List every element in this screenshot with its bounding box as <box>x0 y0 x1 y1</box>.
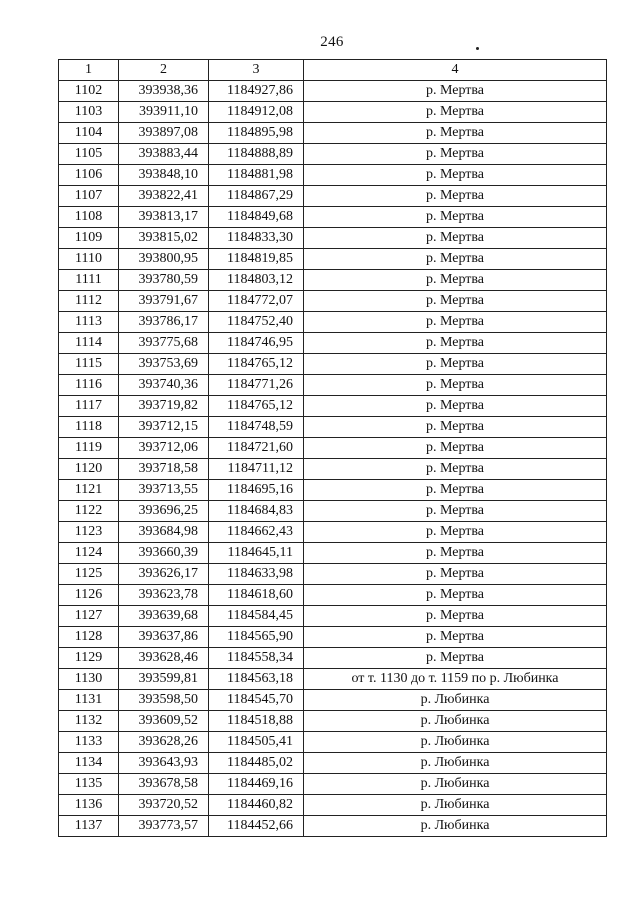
y-coordinate-cell: 1184803,12 <box>209 270 304 291</box>
description-cell: р. Мертва <box>304 585 607 606</box>
table-row <box>59 354 607 375</box>
point-number-cell: 1127 <box>59 606 119 627</box>
description-cell: р. Мертва <box>304 186 607 207</box>
y-coordinate-cell: 1184695,16 <box>209 480 304 501</box>
point-number-cell: 1131 <box>59 690 119 711</box>
description-cell: р. Мертва <box>304 480 607 501</box>
description-cell: р. Мертва <box>304 123 607 144</box>
point-number-cell: 1121 <box>59 480 119 501</box>
table-row <box>59 333 607 354</box>
table-row <box>59 732 607 753</box>
table-row <box>59 753 607 774</box>
y-coordinate-cell: 1184563,18 <box>209 669 304 690</box>
y-coordinate-cell: 1184452,66 <box>209 816 304 837</box>
table-row <box>59 795 607 816</box>
description-cell: р. Мертва <box>304 333 607 354</box>
point-number-cell: 1135 <box>59 774 119 795</box>
x-coordinate-cell: 393609,52 <box>119 711 209 732</box>
x-coordinate-cell: 393637,86 <box>119 627 209 648</box>
table-row <box>59 459 607 480</box>
y-coordinate-cell: 1184912,08 <box>209 102 304 123</box>
x-coordinate-cell: 393780,59 <box>119 270 209 291</box>
x-coordinate-cell: 393740,36 <box>119 375 209 396</box>
description-cell: р. Мертва <box>304 417 607 438</box>
y-coordinate-cell: 1184772,07 <box>209 291 304 312</box>
point-number-cell: 1119 <box>59 438 119 459</box>
y-coordinate-cell: 1184584,45 <box>209 606 304 627</box>
table-row <box>59 648 607 669</box>
y-coordinate-cell: 1184881,98 <box>209 165 304 186</box>
point-number-cell: 1128 <box>59 627 119 648</box>
x-coordinate-cell: 393718,58 <box>119 459 209 480</box>
table-row <box>59 102 607 123</box>
point-number-cell: 1123 <box>59 522 119 543</box>
description-cell: р. Мертва <box>304 543 607 564</box>
description-cell: от т. 1130 до т. 1159 по р. Любинка <box>304 669 607 690</box>
table-row <box>59 564 607 585</box>
header-description: 4 <box>304 60 607 81</box>
point-number-cell: 1114 <box>59 333 119 354</box>
description-cell: р. Мертва <box>304 354 607 375</box>
y-coordinate-cell: 1184505,41 <box>209 732 304 753</box>
x-coordinate-cell: 393713,55 <box>119 480 209 501</box>
point-number-cell: 1107 <box>59 186 119 207</box>
point-number-cell: 1110 <box>59 249 119 270</box>
x-coordinate-cell: 393815,02 <box>119 228 209 249</box>
y-coordinate-cell: 1184645,11 <box>209 543 304 564</box>
table-row <box>59 207 607 228</box>
scan-dot-mark <box>476 47 479 50</box>
y-coordinate-cell: 1184752,40 <box>209 312 304 333</box>
x-coordinate-cell: 393822,41 <box>119 186 209 207</box>
y-coordinate-cell: 1184771,26 <box>209 375 304 396</box>
y-coordinate-cell: 1184888,89 <box>209 144 304 165</box>
x-coordinate-cell: 393786,17 <box>119 312 209 333</box>
description-cell: р. Мертва <box>304 144 607 165</box>
y-coordinate-cell: 1184833,30 <box>209 228 304 249</box>
description-cell: р. Мертва <box>304 312 607 333</box>
point-number-cell: 1133 <box>59 732 119 753</box>
point-number-cell: 1134 <box>59 753 119 774</box>
x-coordinate-cell: 393897,08 <box>119 123 209 144</box>
point-number-cell: 1102 <box>59 81 119 102</box>
x-coordinate-cell: 393720,52 <box>119 795 209 816</box>
description-cell: р. Мертва <box>304 249 607 270</box>
point-number-cell: 1103 <box>59 102 119 123</box>
y-coordinate-cell: 1184565,90 <box>209 627 304 648</box>
point-number-cell: 1117 <box>59 396 119 417</box>
point-number-cell: 1106 <box>59 165 119 186</box>
point-number-cell: 1124 <box>59 543 119 564</box>
point-number-cell: 1126 <box>59 585 119 606</box>
x-coordinate-cell: 393598,50 <box>119 690 209 711</box>
y-coordinate-cell: 1184765,12 <box>209 396 304 417</box>
x-coordinate-cell: 393712,15 <box>119 417 209 438</box>
x-coordinate-cell: 393643,93 <box>119 753 209 774</box>
page-number: 246 <box>320 34 344 50</box>
description-cell: р. Любинка <box>304 753 607 774</box>
header-point-number: 1 <box>59 60 119 81</box>
description-cell: р. Мертва <box>304 228 607 249</box>
y-coordinate-cell: 1184895,98 <box>209 123 304 144</box>
x-coordinate-cell: 393848,10 <box>119 165 209 186</box>
point-number-cell: 1118 <box>59 417 119 438</box>
description-cell: р. Любинка <box>304 774 607 795</box>
table-row <box>59 774 607 795</box>
table-row <box>59 543 607 564</box>
x-coordinate-cell: 393773,57 <box>119 816 209 837</box>
description-cell: р. Мертва <box>304 375 607 396</box>
table-row <box>59 522 607 543</box>
description-cell: р. Мертва <box>304 459 607 480</box>
table-row <box>59 249 607 270</box>
table-row <box>59 165 607 186</box>
point-number-cell: 1116 <box>59 375 119 396</box>
y-coordinate-cell: 1184684,83 <box>209 501 304 522</box>
table-row <box>59 186 607 207</box>
point-number-cell: 1108 <box>59 207 119 228</box>
x-coordinate-cell: 393696,25 <box>119 501 209 522</box>
description-cell: р. Мертва <box>304 270 607 291</box>
point-number-cell: 1136 <box>59 795 119 816</box>
table-row <box>59 375 607 396</box>
point-number-cell: 1125 <box>59 564 119 585</box>
coordinates-table <box>58 59 607 837</box>
description-cell: р. Мертва <box>304 648 607 669</box>
table-row <box>59 228 607 249</box>
table-row <box>59 270 607 291</box>
x-coordinate-cell: 393813,17 <box>119 207 209 228</box>
y-coordinate-cell: 1184819,85 <box>209 249 304 270</box>
table-row <box>59 291 607 312</box>
x-coordinate-cell: 393712,06 <box>119 438 209 459</box>
y-coordinate-cell: 1184711,12 <box>209 459 304 480</box>
x-coordinate-cell: 393639,68 <box>119 606 209 627</box>
table-row <box>59 711 607 732</box>
x-coordinate-cell: 393678,58 <box>119 774 209 795</box>
table-row <box>59 606 607 627</box>
x-coordinate-cell: 393684,98 <box>119 522 209 543</box>
table-row <box>59 501 607 522</box>
x-coordinate-cell: 393800,95 <box>119 249 209 270</box>
point-number-cell: 1104 <box>59 123 119 144</box>
table-row <box>59 123 607 144</box>
table-row <box>59 627 607 648</box>
description-cell: р. Любинка <box>304 795 607 816</box>
description-cell: р. Мертва <box>304 207 607 228</box>
y-coordinate-cell: 1184746,95 <box>209 333 304 354</box>
description-cell: р. Мертва <box>304 606 607 627</box>
point-number-cell: 1132 <box>59 711 119 732</box>
point-number-cell: 1109 <box>59 228 119 249</box>
header-row <box>59 60 607 81</box>
table-row <box>59 669 607 690</box>
point-number-cell: 1113 <box>59 312 119 333</box>
table-body <box>59 81 607 837</box>
y-coordinate-cell: 1184460,82 <box>209 795 304 816</box>
x-coordinate-cell: 393626,17 <box>119 564 209 585</box>
y-coordinate-cell: 1184633,98 <box>209 564 304 585</box>
description-cell: р. Любинка <box>304 711 607 732</box>
table-row <box>59 438 607 459</box>
x-coordinate-cell: 393660,39 <box>119 543 209 564</box>
x-coordinate-cell: 393775,68 <box>119 333 209 354</box>
x-coordinate-cell: 393623,78 <box>119 585 209 606</box>
description-cell: р. Мертва <box>304 522 607 543</box>
y-coordinate-cell: 1184618,60 <box>209 585 304 606</box>
description-cell: р. Мертва <box>304 501 607 522</box>
y-coordinate-cell: 1184545,70 <box>209 690 304 711</box>
point-number-cell: 1129 <box>59 648 119 669</box>
table-row <box>59 81 607 102</box>
y-coordinate-cell: 1184662,43 <box>209 522 304 543</box>
table-row <box>59 816 607 837</box>
description-cell: р. Мертва <box>304 438 607 459</box>
y-coordinate-cell: 1184927,86 <box>209 81 304 102</box>
description-cell: р. Мертва <box>304 81 607 102</box>
description-cell: р. Мертва <box>304 564 607 585</box>
description-cell: р. Мертва <box>304 102 607 123</box>
x-coordinate-cell: 393628,26 <box>119 732 209 753</box>
x-coordinate-cell: 393883,44 <box>119 144 209 165</box>
point-number-cell: 1111 <box>59 270 119 291</box>
point-number-cell: 1137 <box>59 816 119 837</box>
y-coordinate-cell: 1184558,34 <box>209 648 304 669</box>
table-row <box>59 312 607 333</box>
description-cell: р. Мертва <box>304 291 607 312</box>
y-coordinate-cell: 1184849,68 <box>209 207 304 228</box>
point-number-cell: 1122 <box>59 501 119 522</box>
x-coordinate-cell: 393719,82 <box>119 396 209 417</box>
y-coordinate-cell: 1184867,29 <box>209 186 304 207</box>
y-coordinate-cell: 1184469,16 <box>209 774 304 795</box>
table-row <box>59 690 607 711</box>
table-row <box>59 480 607 501</box>
point-number-cell: 1130 <box>59 669 119 690</box>
description-cell: р. Мертва <box>304 396 607 417</box>
y-coordinate-cell: 1184765,12 <box>209 354 304 375</box>
x-coordinate-cell: 393753,69 <box>119 354 209 375</box>
x-coordinate-cell: 393628,46 <box>119 648 209 669</box>
description-cell: р. Мертва <box>304 165 607 186</box>
table-header <box>59 60 607 81</box>
table-row <box>59 417 607 438</box>
x-coordinate-cell: 393791,67 <box>119 291 209 312</box>
x-coordinate-cell: 393911,10 <box>119 102 209 123</box>
y-coordinate-cell: 1184721,60 <box>209 438 304 459</box>
point-number-cell: 1105 <box>59 144 119 165</box>
x-coordinate-cell: 393938,36 <box>119 81 209 102</box>
point-number-cell: 1120 <box>59 459 119 480</box>
header-x-coordinate: 2 <box>119 60 209 81</box>
point-number-cell: 1112 <box>59 291 119 312</box>
table-row <box>59 585 607 606</box>
description-cell: р. Любинка <box>304 732 607 753</box>
point-number-cell: 1115 <box>59 354 119 375</box>
description-cell: р. Любинка <box>304 816 607 837</box>
description-cell: р. Мертва <box>304 627 607 648</box>
y-coordinate-cell: 1184748,59 <box>209 417 304 438</box>
table-row <box>59 396 607 417</box>
x-coordinate-cell: 393599,81 <box>119 669 209 690</box>
header-y-coordinate: 3 <box>209 60 304 81</box>
y-coordinate-cell: 1184485,02 <box>209 753 304 774</box>
table-row <box>59 144 607 165</box>
description-cell: р. Любинка <box>304 690 607 711</box>
y-coordinate-cell: 1184518,88 <box>209 711 304 732</box>
